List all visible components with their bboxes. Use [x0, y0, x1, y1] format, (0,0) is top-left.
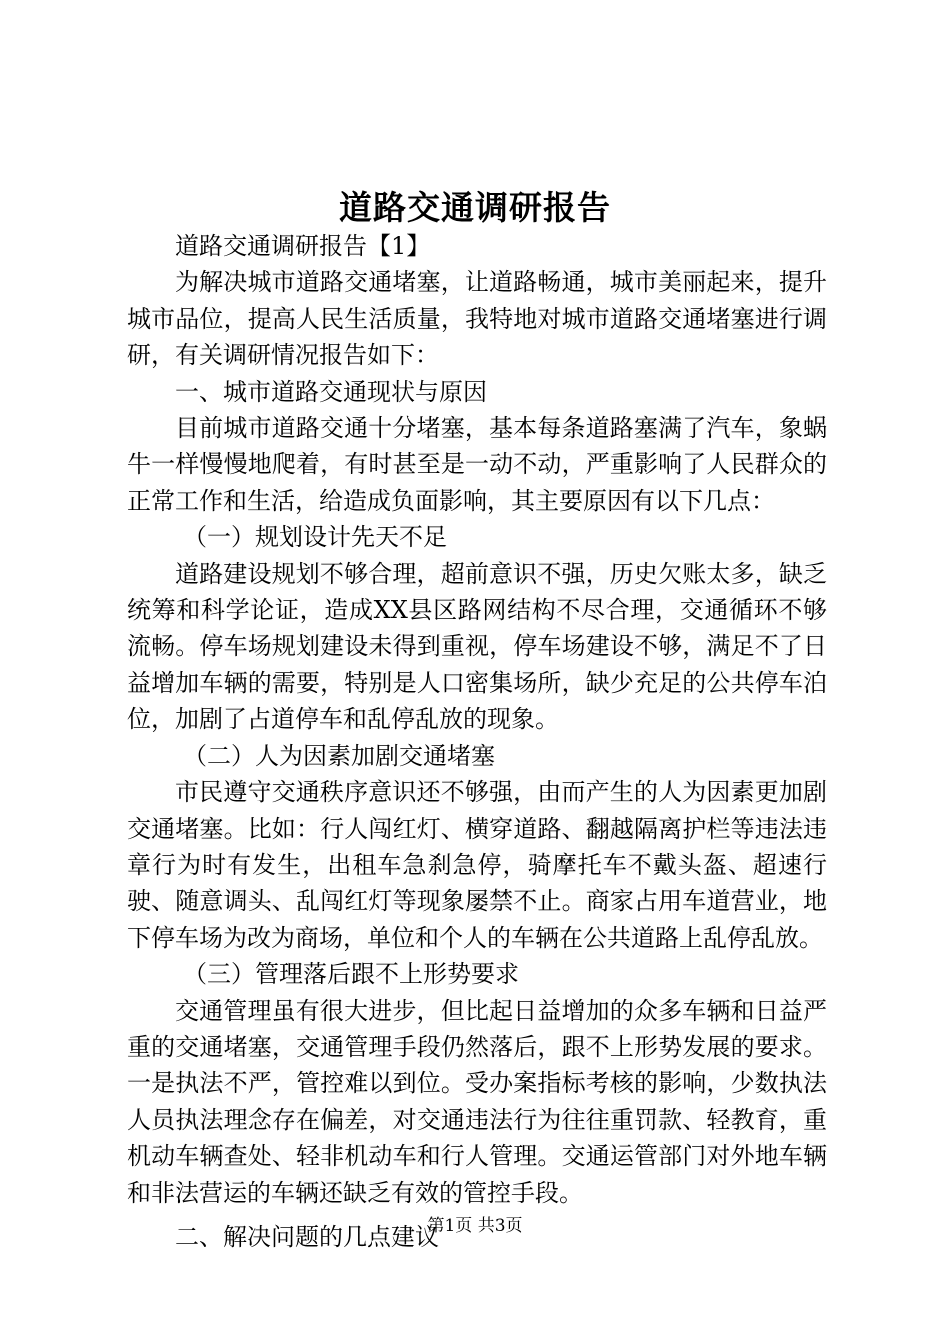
subsection-3-paragraph: 交通管理虽有很大进步，但比起日益增加的众多车辆和日益严重的交通堵塞，交通管理手段仍然落后，跟不上形势发展的要求。一是执法不严，管控难以到位。受办案指标考核的影响，少数执法人员执法理念存在偏差，对交通违法行为往往重罚款、轻教育，重机动车辆查处、轻非机动车和行人管理。交通运管部门对外地车辆和非法营运的车辆还缺乏有效的管控手段。	[127, 996, 827, 1207]
section-heading-1: 一、城市道路交通现状与原因	[175, 377, 487, 406]
subsection-heading-2: （二）人为因素加剧交通堵塞	[183, 741, 495, 770]
intro-paragraph: 为解决城市道路交通堵塞，让道路畅通，城市美丽起来，提升城市品位，提高人民生活质量，我特地对城市道路交通堵塞进行调研，有关调研情况报告如下：	[127, 268, 827, 370]
subsection-heading-1: （一）规划设计先天不足	[183, 523, 447, 552]
document-title: 道路交通调研报告	[339, 188, 611, 227]
subsection-heading-3: （三）管理落后跟不上形势要求	[183, 960, 519, 989]
subsection-1-paragraph: 道路建设规划不够合理，超前意识不强，历史欠账太多，缺乏统筹和科学论证，造成XX县区路网结构不尽合理，交通循环不够流畅。停车场规划建设未得到重视，停车场建设不够，满足不了日益增加车辆的需要，特别是人口密集场所，缺少充足的公共停车泊位，加剧了占道停车和乱停乱放的现象。	[127, 559, 827, 734]
page-footer: 第1页 共3页	[427, 1216, 523, 1236]
subsection-2-paragraph: 市民遵守交通秩序意识还不够强，由而产生的人为因素更加剧交通堵塞。比如：行人闯红灯、横穿道路、翻越隔离护栏等违法违章行为时有发生，出租车急刹急停，骑摩托车不戴头盔、超速行驶、随意调头、乱闯红灯等现象屡禁不止。商家占用车道营业，地下停车场为改为商场，单位和个人的车辆在公共道路上乱停乱放。	[127, 778, 827, 952]
section-1-paragraph: 目前城市道路交通十分堵塞，基本每条道路塞满了汽车，象蜗牛一样慢慢地爬着，有时甚至是一动不动，严重影响了人民群众的正常工作和生活，给造成负面影响，其主要原因有以下几点：	[127, 414, 827, 515]
section-heading-2: 二、解决问题的几点建议	[175, 1222, 439, 1251]
document-body	[127, 228, 827, 1255]
report-subtitle: 道路交通调研报告【1】	[175, 232, 431, 260]
